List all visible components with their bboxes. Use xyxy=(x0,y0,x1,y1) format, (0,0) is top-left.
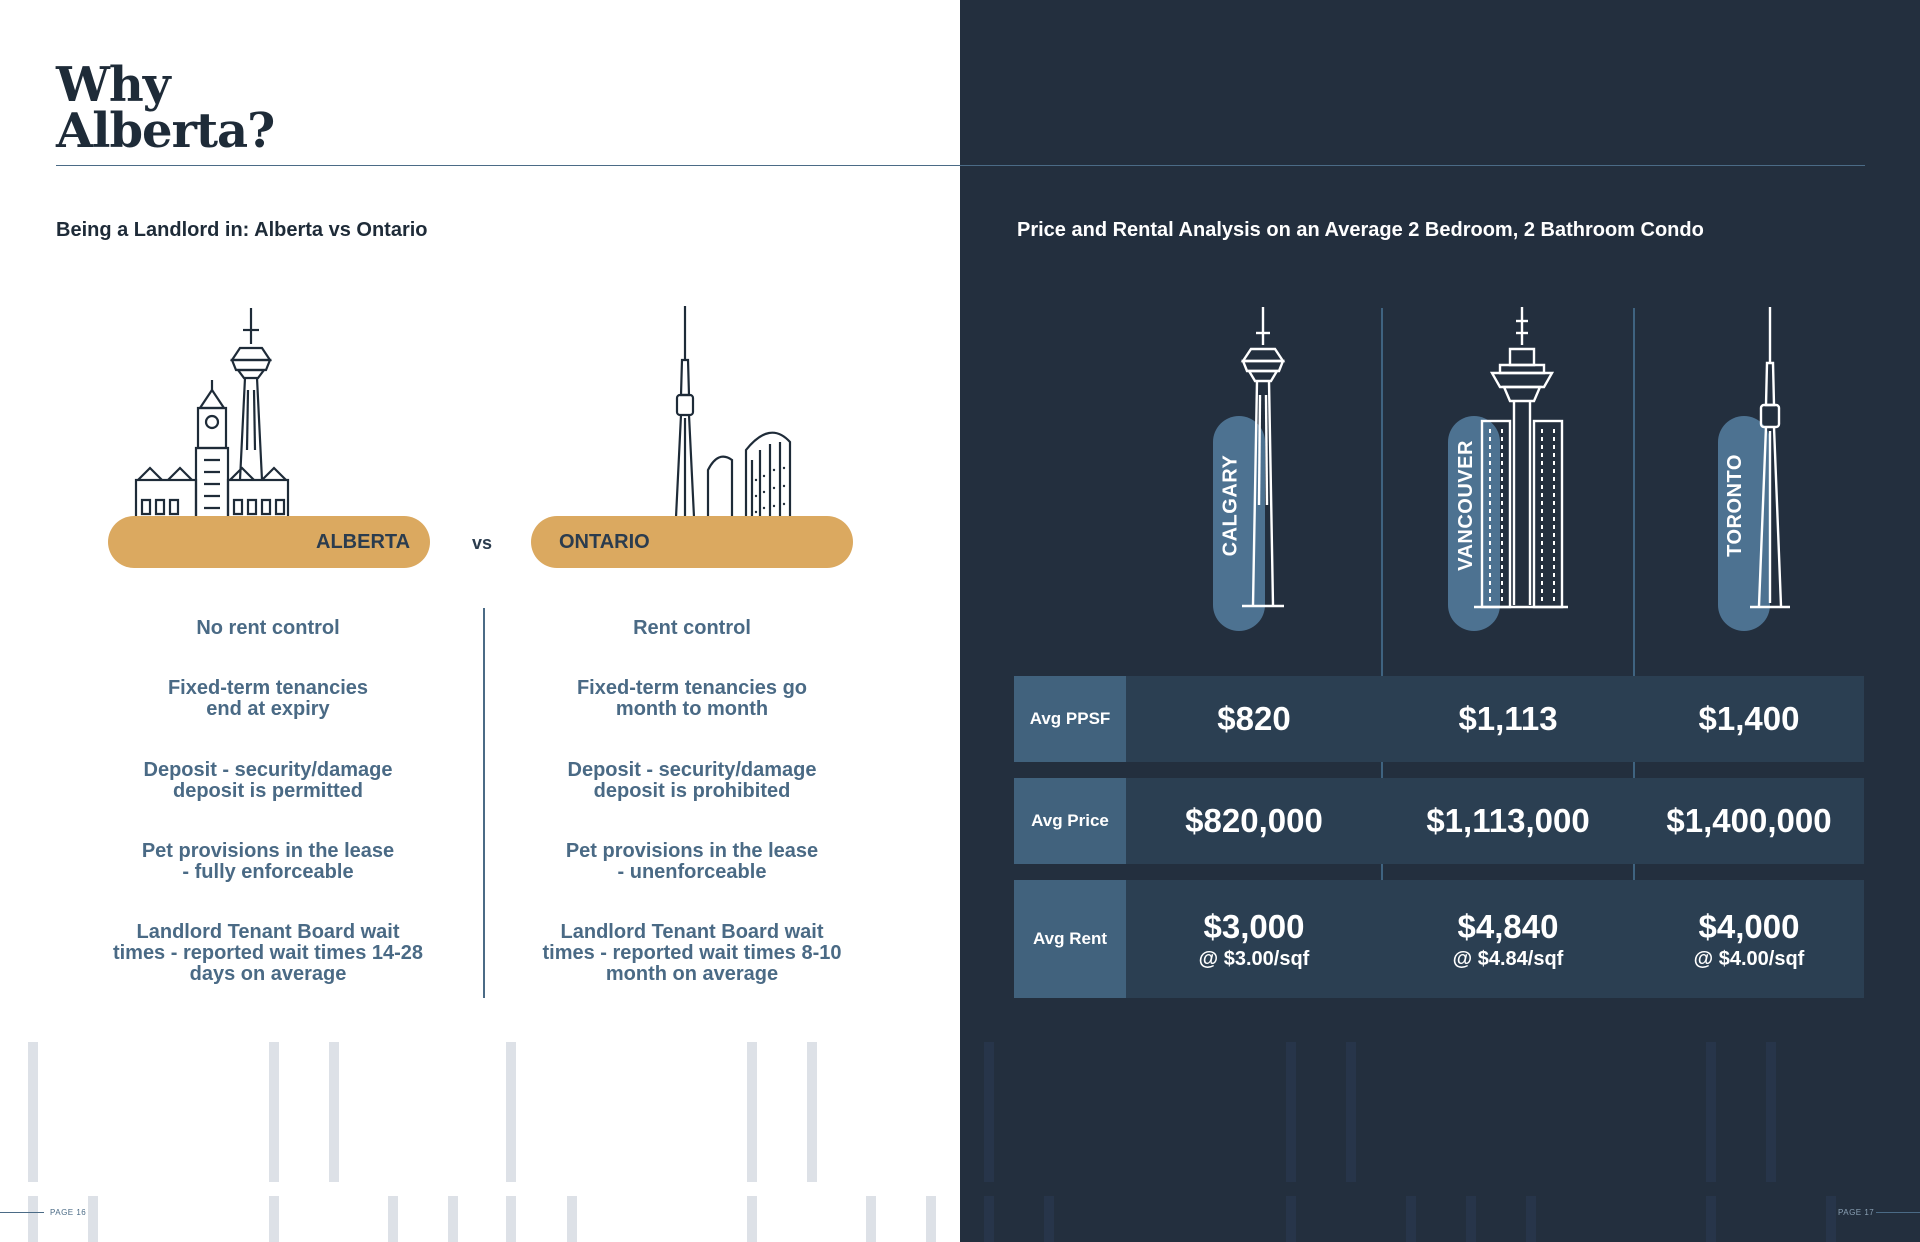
footer-line-left xyxy=(0,1212,44,1213)
ontario-pill xyxy=(531,516,853,568)
list-item: Fixed-term tenancies end at expiry xyxy=(167,677,369,720)
comparison-divider xyxy=(483,608,485,998)
list-item: Rent control xyxy=(633,617,751,639)
table-cell: $3,000 @ $3.00/sqf xyxy=(1198,907,1310,970)
toronto-tower-icon xyxy=(1750,305,1810,610)
alberta-pill xyxy=(108,516,430,568)
list-item: Landlord Tenant Board wait times - reported wait times 14-28 days on average xyxy=(112,921,424,985)
vs-label: vs xyxy=(472,533,493,553)
page-title xyxy=(56,57,275,159)
table-cell: $4,000 @ $4.00/sqf xyxy=(1693,907,1805,970)
right-subheading: Price and Rental Analysis on an Average 2 Bedroom, 2 Bathroom Condo xyxy=(1017,219,1704,241)
table-cell: $1,400,000 xyxy=(1666,802,1832,839)
row-label: Avg PPSF xyxy=(1014,676,1126,762)
list-item: Pet provisions in the lease - unenforceable xyxy=(565,840,819,883)
row-label: Avg Rent xyxy=(1014,880,1126,998)
title-rule-left xyxy=(56,165,960,166)
list-item: Deposit - security/damage deposit is prohibited xyxy=(567,759,817,802)
list-item: No rent control xyxy=(196,617,340,639)
page-number-right: PAGE 17 xyxy=(1838,1208,1875,1217)
row-label: Avg Price xyxy=(1014,778,1126,864)
table-row-rent xyxy=(1014,880,1864,998)
right-page xyxy=(960,0,1920,1242)
vancouver-label: VANCOUVER xyxy=(1454,439,1477,571)
calgary-label: CALGARY xyxy=(1219,454,1242,556)
table-row-price xyxy=(1014,778,1864,864)
table-row-ppsf xyxy=(1014,676,1864,762)
list-item: Fixed-term tenancies go month to month xyxy=(576,677,808,720)
alberta-label: ALBERTA xyxy=(316,531,411,553)
title-rule-right xyxy=(960,165,1865,166)
table-cell: $820,000 xyxy=(1185,802,1323,839)
page-number-left: PAGE 16 xyxy=(50,1208,87,1217)
table-cell: $820 xyxy=(1217,700,1291,737)
list-item: Deposit - security/damage deposit is permitted xyxy=(143,759,393,802)
title-line-1: Why xyxy=(56,57,170,113)
footer-line-right xyxy=(1876,1212,1920,1213)
table-cell: $1,400 xyxy=(1698,700,1800,737)
list-item: Landlord Tenant Board wait times - reported wait times 8-10 month on average xyxy=(542,921,842,985)
table-cell: $1,113,000 xyxy=(1426,802,1590,839)
toronto-label: TORONTO xyxy=(1723,453,1746,557)
left-subheading: Being a Landlord in: Alberta vs Ontario xyxy=(56,219,428,241)
ontario-label: ONTARIO xyxy=(559,531,650,553)
title-line-2: Alberta? xyxy=(56,103,275,159)
table-cell: $4,840 @ $4.84/sqf xyxy=(1452,907,1564,970)
table-cell: $1,113 xyxy=(1458,700,1558,737)
list-item: Pet provisions in the lease - fully enforceable xyxy=(141,840,395,883)
